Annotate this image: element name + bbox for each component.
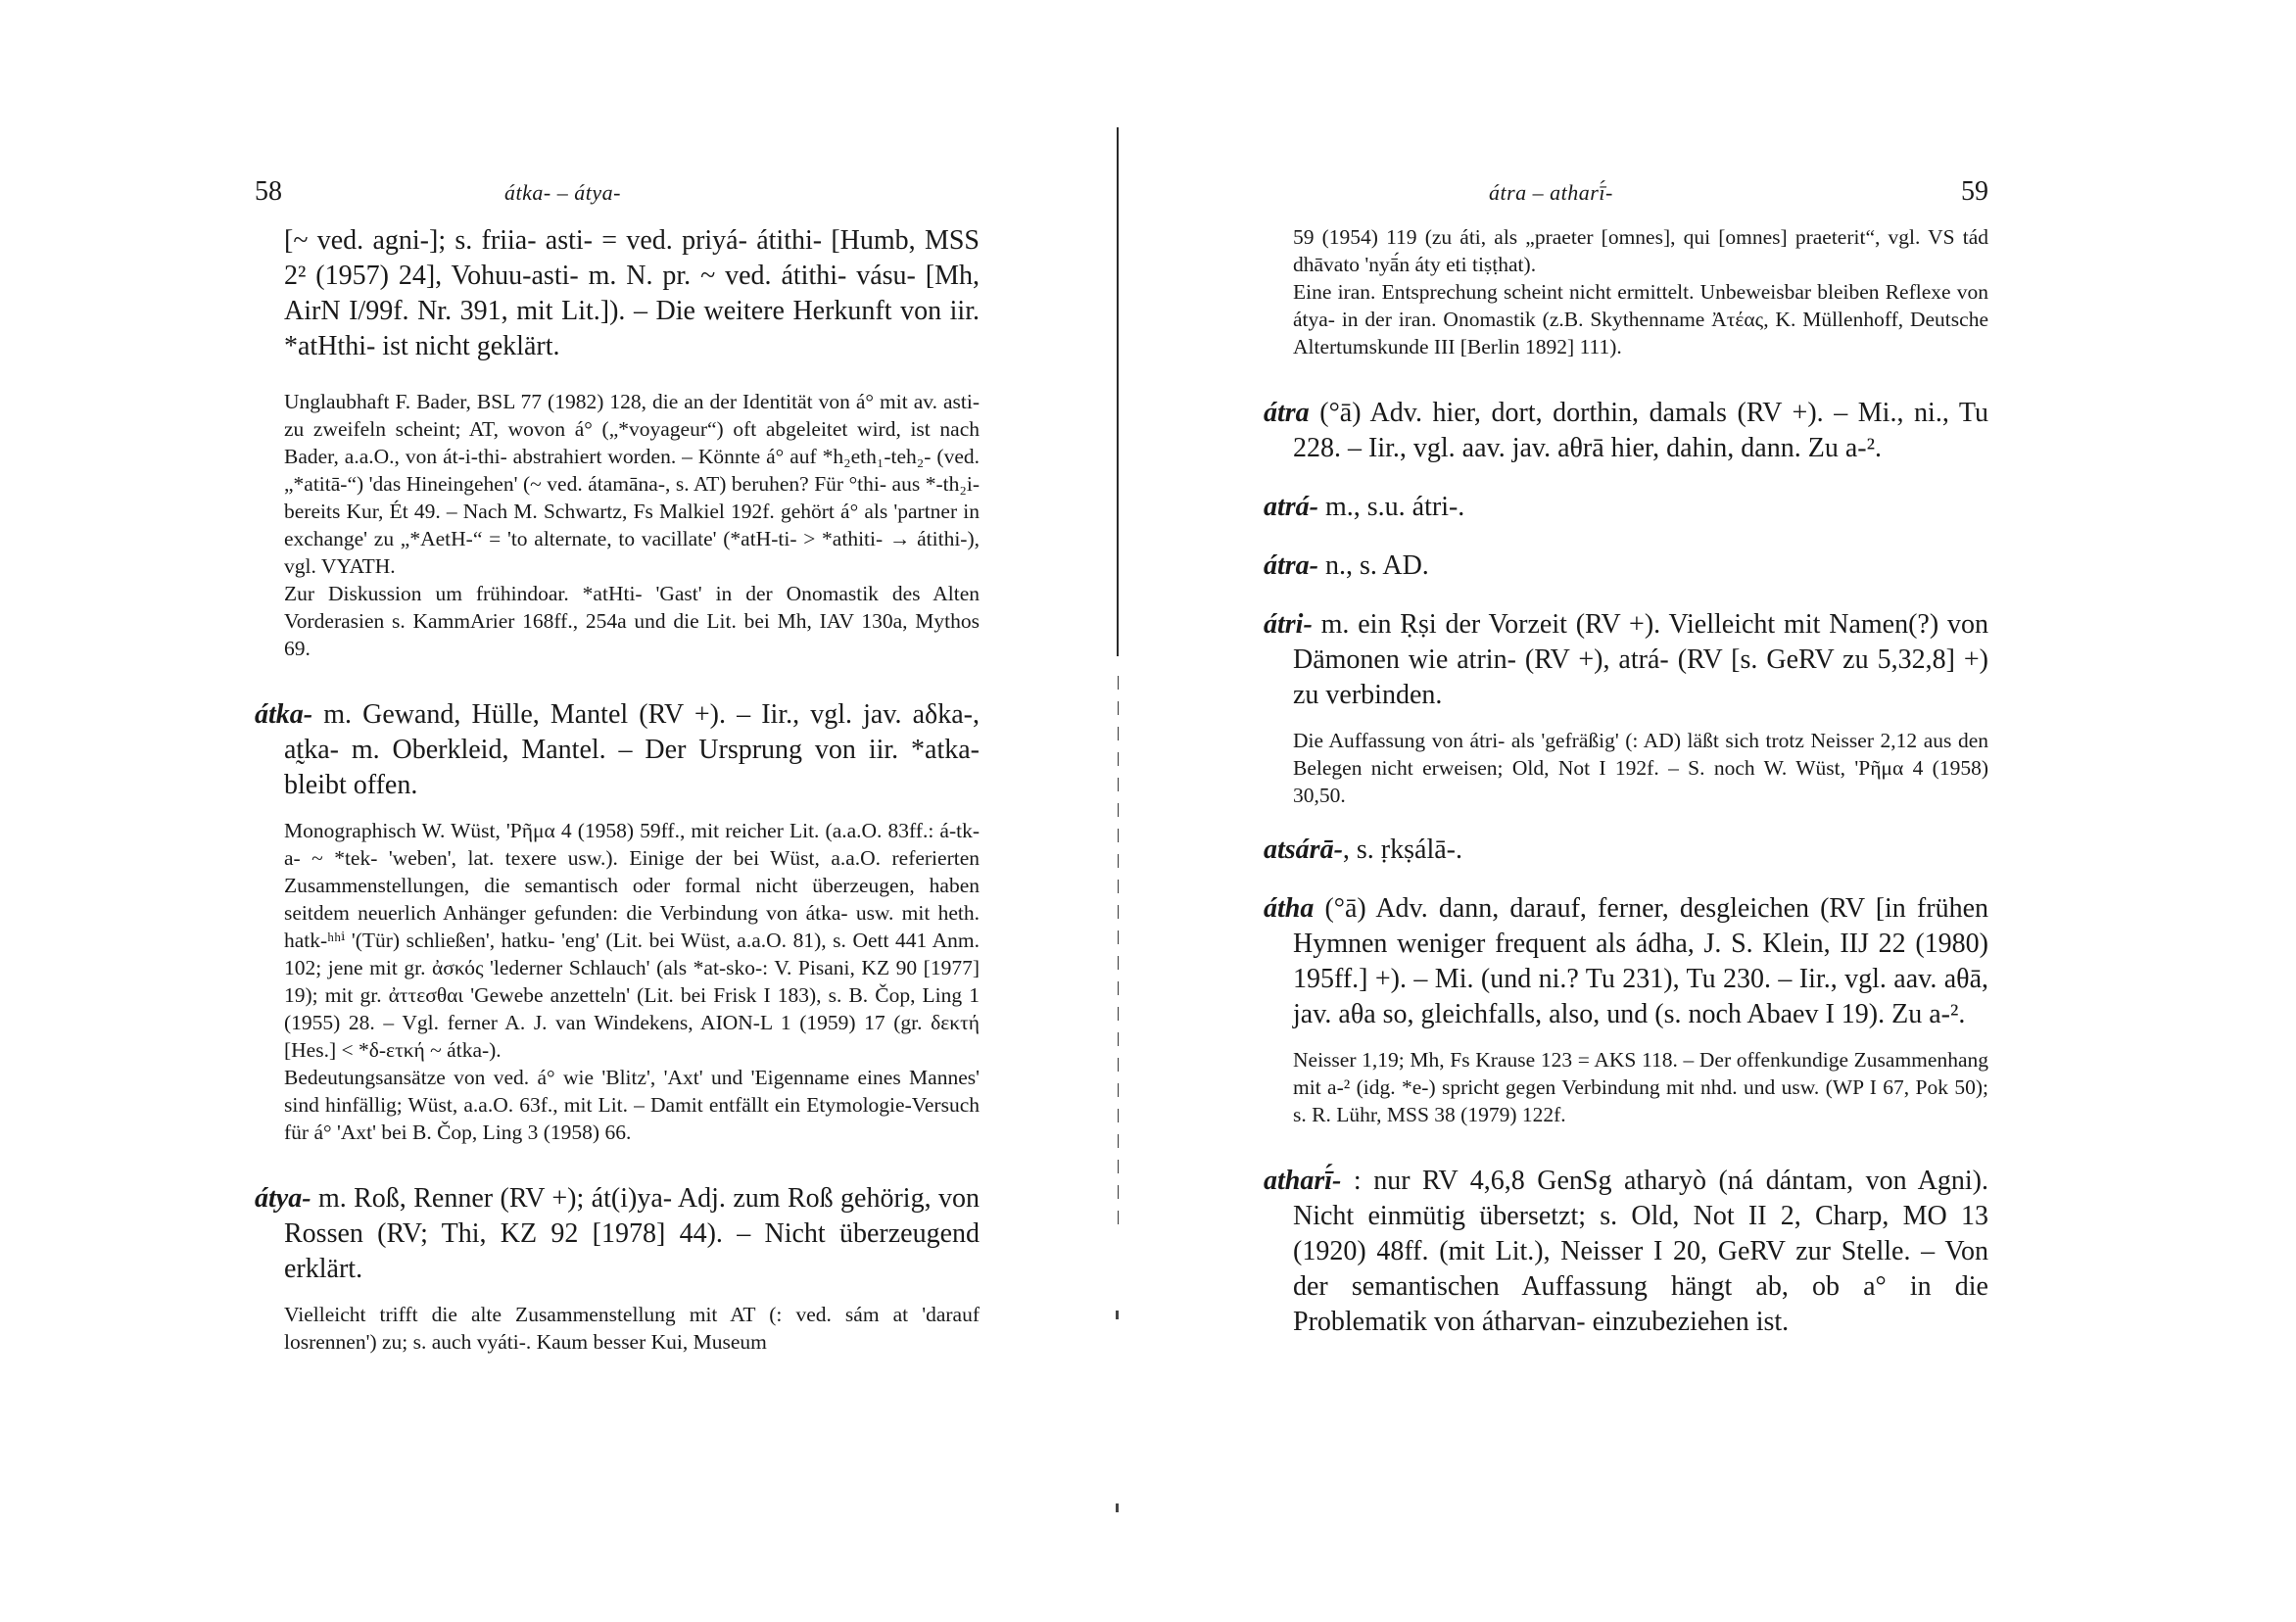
- dictionary-entry-athari: [1264, 1164, 1988, 1340]
- note-paragraph: Bedeutungsansätze von ved. á° wie 'Blitz', 'Axt' und 'Eigenname eines Mannes' sind hinfällig; Wüst, a.a.O. 63f., mit Lit. – Damit entfällt ein Etymologie-Versuch für á° 'Axt' bei B. Čop, Ling 3 (1958) 66.: [284, 1066, 980, 1144]
- headword: átha: [1264, 893, 1315, 924]
- note-block: [255, 1301, 980, 1356]
- headword: atsárā-: [1264, 835, 1343, 865]
- headword: átra: [1264, 398, 1310, 428]
- note-paragraph: Vielleicht trifft die alte Zusammenstellung mit AT (: ved. sám at 'darauf losrennen') zu; s. auch vyáti-. Kaum besser Kui, Museum: [284, 1303, 980, 1354]
- entry-text: n., s. AD.: [1318, 550, 1429, 581]
- entry-text: m. Gewand, Hülle, Mantel (RV +). – Iir., vgl. jav. aδka-, at̰ka- m. Oberkleid, Mantel. – Der Ursprung von iir. *atka- bleibt offen.: [284, 699, 980, 800]
- left-page: [255, 176, 980, 1356]
- headword: átra-: [1264, 550, 1318, 581]
- page-number: 58: [255, 176, 282, 207]
- headword: átka-: [255, 699, 313, 730]
- dictionary-entry-atsara: [1264, 833, 1988, 868]
- note-paragraph: Unglaubhaft F. Bader, BSL 77 (1982) 128, die an der Identität von á° mit av. asti- zu zweifeln scheint; AT, wovon á° („*voyageur“) oft abgeleitet wird, ist nach Bader, a.a.O., von át-i-thi- abstrahiert worden. – Könnte á° auf *h₂eth₁-teh₂- (ved. „*atitā-“) 'das Hineingehen' (~ ved. átamāna-, s. AT) beruhen? Für °thi- aus *-th₂i- bereits Kur, Ét 49. – Nach M. Schwartz, Fs Malkiel 192f. gehört á° als 'partner in exchange' zu „*AetH-“ = 'to alternate, to vacillate' (*atH-ti- > *athiti- → átithi-), vgl. VYATH.: [284, 390, 980, 578]
- dictionary-entry-atya: [255, 1181, 980, 1287]
- entry-text: m. ein Ṛṣi der Vorzeit (RV +). Vielleicht mit Namen(?) von Dämonen wie atrin- (RV +), atrá- (RV [s. GeRV zu 5,32,8] +) zu verbinden.: [1293, 609, 1988, 710]
- entry-text: (°ā) Adv. hier, dort, dorthin, damals (RV +). – Mi., ni., Tu 228. – Iir., vgl. aav. jav. aθrā hier, dahin, dann. Zu a-².: [1293, 398, 1988, 463]
- note-block: [1264, 1046, 1988, 1128]
- dictionary-entry-atri: [1264, 607, 1988, 713]
- scan-speck: [1116, 1503, 1119, 1512]
- note-block: [1264, 727, 1988, 809]
- dictionary-entry-atka: [255, 697, 980, 803]
- right-page-header: [1264, 176, 1988, 223]
- headword: atharī́-: [1264, 1166, 1342, 1196]
- page-number: 59: [1961, 176, 1988, 207]
- dictionary-entry-atra-n: [1264, 549, 1988, 584]
- note-paragraph: Eine iran. Entsprechung scheint nicht ermittelt. Unbeweisbar bleiben Reflexe von átya- in der iran. Onomastik (z.B. Skythenname Ἀτέας, K. Müllenhoff, Deutsche Altertumskunde III [Berlin 1892] 111).: [1293, 280, 1988, 358]
- right-page: [1264, 176, 1988, 1340]
- entry-text: m. Roß, Renner (RV +); át(i)ya- Adj. zum Roß gehörig, von Rossen (RV; Thi, KZ 92 [1978] 44). – Nicht überzeugend erklärt.: [284, 1183, 980, 1284]
- dictionary-entry-atra: [1264, 396, 1988, 466]
- headword: átya-: [255, 1183, 311, 1214]
- note-block: [1264, 223, 1988, 360]
- note-block: [255, 817, 980, 1146]
- note-paragraph: Zur Diskussion um frühindoar. *atHti- 'Gast' in der Onomastik des Alten Vorderasien s. KammArier 168ff., 254a und die Lit. bei Mh, IAV 130a, Mythos 69.: [284, 582, 980, 660]
- page-gutter-lower: [1118, 676, 1119, 1224]
- headword: atrá-: [1264, 492, 1318, 522]
- entry-continuation: [~ ved. agni-]; s. friia- asti- = ved. priyá- átithi- [Humb, MSS 2² (1957) 24], Vohuu-asti- m. N. pr. ~ ved. átithi- vásu- [Mh, AirN I/99f. Nr. 391, mit Lit.]). – Die weitere Herkunft von iir. *atHthi- ist nicht geklärt.: [284, 225, 980, 361]
- note-paragraph: Monographisch W. Wüst, 'Ρῆμα 4 (1958) 59ff., mit reicher Lit. (a.a.O. 83ff.: á-tk-a- ~ *tek- 'weben', lat. texere usw.). Einige der bei Wüst, a.a.O. referierten Zusammenstellungen, die semantisch oder formal nicht überzeugen, haben seitdem neuerlich Anhänger gefunden: die Verbindung von átka- usw. mit heth. hatk-ʰʰⁱ '(Tür) schließen', hatku- 'eng' (Lit. bei Wüst, a.a.O. 81), s. Oett 441 Anm. 102; jene mit gr. ἀσκός 'lederner Schlauch' (als *at-sko-: V. Pisani, KZ 90 [1977] 19); mit gr. ἀττεσθαι 'Gewebe anzetteln' (Lit. bei Frisk I 183), s. B. Čop, Ling 1 (1955) 28. – Vgl. ferner A. J. van Windekens, AION-L 1 (1959) 17 (gr. δεκτή [Hes.] < *δ-ετκή ~ átka-).: [284, 819, 980, 1062]
- entry-text: : nur RV 4,6,8 GenSg atharyò (ná dántam, von Agni). Nicht einmütig übersetzt; s. Old, Not II 2, Charp, MO 13 (1920) 48ff. (mit Lit.), Neisser I 20, GeRV zur Stelle. – Von der semantischen Auffassung hängt ab, ob a° in die Problematik von átharvan- einzubeziehen ist.: [1293, 1166, 1988, 1337]
- left-page-header: [255, 176, 980, 223]
- headword: átri-: [1264, 609, 1313, 640]
- dictionary-entry-atha: [1264, 891, 1988, 1032]
- entry-text: m., s.u. átri-.: [1318, 492, 1465, 522]
- note-paragraph: 59 (1954) 119 (zu áti, als „praeter [omnes], qui [omnes] praeterit“, vgl. VS tád dhāvato 'nyā́n áty eti tiṣṭhat).: [1293, 225, 1988, 276]
- page-gutter: [1117, 127, 1119, 656]
- note-paragraph: Neisser 1,19; Mh, Fs Krause 123 = AKS 118. – Der offenkundige Zusammenhang mit a-² (idg. *e-) spricht gegen Verbindung mit nhd. und usw. (WP I 67, Pok 50); s. R. Lühr, MSS 38 (1979) 122f.: [1293, 1048, 1988, 1126]
- running-head: átra – atharī́-: [1489, 180, 1613, 205]
- scan-speck: [1116, 1311, 1119, 1319]
- note-block: [255, 388, 980, 662]
- note-paragraph: Die Auffassung von átri- als 'gefräßig' (: AD) läßt sich trotz Neisser 2,12 aus den Belegen nicht erweisen; Old, Not I 192f. – S. noch W. Wüst, 'Ρῆμα 4 (1958) 30,50.: [1293, 729, 1988, 807]
- entry-text: (°ā) Adv. dann, darauf, ferner, desgleichen (RV [in frühen Hymnen weniger frequent als ádha, J. S. Klein, IIJ 22 (1980) 195ff.] +). – Mi. (und ni.? Tu 231), Tu 230. – Iir., vgl. aav. aθā, jav. aθa so, gleichfalls, also, und (s. noch Abaev I 19). Zu a-².: [1293, 893, 1988, 1029]
- dictionary-entry-atra-m: [1264, 490, 1988, 525]
- entry-text: , s. ṛkṣálā-.: [1342, 835, 1462, 865]
- running-head: átka- – átya-: [504, 180, 621, 205]
